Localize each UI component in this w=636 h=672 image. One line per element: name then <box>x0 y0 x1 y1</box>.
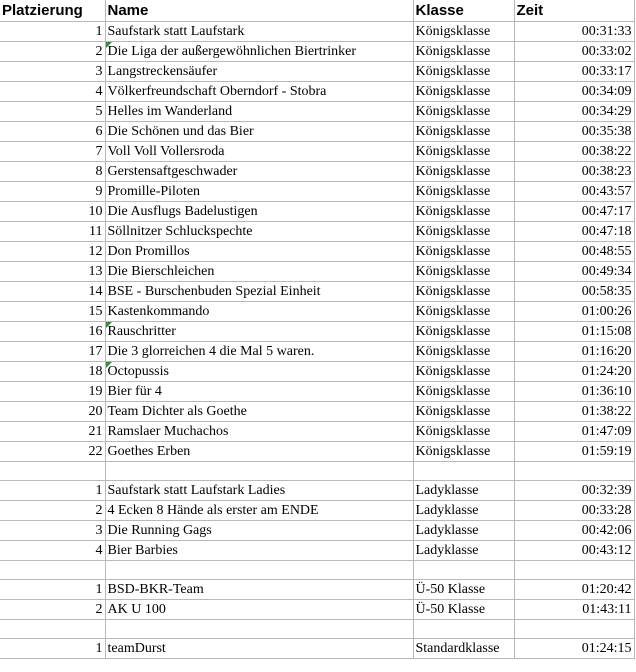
table-row <box>0 202 634 222</box>
place-cell[interactable]: 4 <box>0 541 105 561</box>
zeit-cell[interactable]: 00:58:35 <box>514 282 634 302</box>
name-cell[interactable]: Die Running Gags <box>105 521 413 541</box>
klasse-cell[interactable]: Königsklasse <box>413 122 514 142</box>
table-row <box>0 639 634 659</box>
zeit-cell[interactable]: 00:42:06 <box>514 521 634 541</box>
name-cell[interactable]: Die 3 glorreichen 4 die Mal 5 waren. <box>105 342 413 362</box>
name-cell[interactable]: BSE - Burschenbuden Spezial Einheit <box>105 282 413 302</box>
place-cell[interactable]: 14 <box>0 282 105 302</box>
place-cell[interactable]: 8 <box>0 162 105 182</box>
klasse-cell[interactable]: Königsklasse <box>413 242 514 262</box>
name-cell[interactable]: Die Liga der außergewöhnlichen Biertrinker <box>105 42 413 62</box>
name-cell[interactable]: Die Bierschleichen <box>105 262 413 282</box>
table-row <box>0 382 634 402</box>
table-row <box>0 262 634 282</box>
results-body <box>0 22 634 659</box>
name-cell[interactable]: Helles im Wanderland <box>105 102 413 122</box>
klasse-cell[interactable]: Ladyklasse <box>413 541 514 561</box>
header-place[interactable]: Platzierung <box>0 0 105 22</box>
klasse-cell[interactable]: Ü-50 Klasse <box>413 600 514 620</box>
place-cell[interactable]: 5 <box>0 102 105 122</box>
klasse-cell[interactable]: Königsklasse <box>413 202 514 222</box>
place-cell[interactable]: 3 <box>0 62 105 82</box>
klasse-cell[interactable]: Königsklasse <box>413 82 514 102</box>
place-cell[interactable]: 2 <box>0 42 105 62</box>
place-cell[interactable]: 20 <box>0 402 105 422</box>
klasse-cell[interactable]: Ladyklasse <box>413 501 514 521</box>
klasse-cell[interactable]: Ladyklasse <box>413 481 514 501</box>
table-row <box>0 541 634 561</box>
klasse-cell[interactable]: Königsklasse <box>413 222 514 242</box>
table-row <box>0 322 634 342</box>
empty-row <box>0 462 634 481</box>
zeit-cell[interactable]: 00:33:02 <box>514 42 634 62</box>
table-row <box>0 501 634 521</box>
table-row <box>0 82 634 102</box>
klasse-cell[interactable]: Königsklasse <box>413 402 514 422</box>
place-cell[interactable]: 2 <box>0 501 105 521</box>
zeit-cell[interactable]: 00:43:12 <box>514 541 634 561</box>
zeit-cell[interactable]: 00:32:39 <box>514 481 634 501</box>
place-cell[interactable]: 1 <box>0 22 105 42</box>
klasse-cell[interactable]: Königsklasse <box>413 182 514 202</box>
table-row <box>0 600 634 620</box>
name-cell[interactable]: Voll Voll Vollersroda <box>105 142 413 162</box>
header-name[interactable]: Name <box>105 0 413 22</box>
header-klasse[interactable]: Klasse <box>413 0 514 22</box>
place-cell[interactable]: 15 <box>0 302 105 322</box>
name-cell[interactable]: Kastenkommando <box>105 302 413 322</box>
zeit-cell[interactable]: 01:38:22 <box>514 402 634 422</box>
zeit-cell[interactable]: 00:33:17 <box>514 62 634 82</box>
name-cell[interactable]: Ramslaer Muchachos <box>105 422 413 442</box>
place-cell[interactable]: 7 <box>0 142 105 162</box>
place-cell[interactable] <box>0 561 105 580</box>
klasse-cell[interactable] <box>413 462 514 481</box>
klasse-cell[interactable]: Königsklasse <box>413 422 514 442</box>
klasse-cell[interactable]: Königsklasse <box>413 42 514 62</box>
klasse-cell[interactable] <box>413 561 514 580</box>
klasse-cell[interactable]: Königsklasse <box>413 282 514 302</box>
zeit-cell[interactable] <box>514 620 634 639</box>
name-cell[interactable] <box>105 620 413 639</box>
place-cell[interactable] <box>0 462 105 481</box>
klasse-cell[interactable]: Ü-50 Klasse <box>413 580 514 600</box>
name-cell[interactable]: Saufstark statt Laufstark Ladies <box>105 481 413 501</box>
place-cell[interactable]: 4 <box>0 82 105 102</box>
table-row <box>0 142 634 162</box>
place-cell[interactable]: 18 <box>0 362 105 382</box>
table-row <box>0 42 634 62</box>
zeit-cell[interactable]: 00:33:28 <box>514 501 634 521</box>
klasse-cell[interactable]: Königsklasse <box>413 102 514 122</box>
klasse-cell[interactable]: Standardklasse <box>413 639 514 659</box>
place-cell[interactable]: 1 <box>0 481 105 501</box>
zeit-cell[interactable]: 01:00:26 <box>514 302 634 322</box>
table-row <box>0 402 634 422</box>
table-row <box>0 521 634 541</box>
klasse-cell[interactable]: Königsklasse <box>413 362 514 382</box>
place-cell[interactable]: 13 <box>0 262 105 282</box>
table-row <box>0 481 634 501</box>
klasse-cell[interactable]: Königsklasse <box>413 322 514 342</box>
name-cell[interactable]: Octopussis <box>105 362 413 382</box>
place-cell[interactable]: 1 <box>0 639 105 659</box>
klasse-cell[interactable]: Königsklasse <box>413 342 514 362</box>
table-row <box>0 122 634 142</box>
table-row <box>0 162 634 182</box>
klasse-cell[interactable]: Königsklasse <box>413 302 514 322</box>
zeit-cell[interactable]: 00:48:55 <box>514 242 634 262</box>
name-cell[interactable]: teamDurst <box>105 639 413 659</box>
zeit-cell[interactable] <box>514 462 634 481</box>
klasse-cell[interactable] <box>413 620 514 639</box>
zeit-cell[interactable]: 00:31:33 <box>514 22 634 42</box>
name-cell[interactable]: Rauschritter <box>105 322 413 342</box>
table-row <box>0 302 634 322</box>
name-cell[interactable]: Team Dichter als Goethe <box>105 402 413 422</box>
place-cell[interactable]: 19 <box>0 382 105 402</box>
name-cell[interactable]: BSD-BKR-Team <box>105 580 413 600</box>
klasse-cell[interactable]: Königsklasse <box>413 442 514 462</box>
name-cell[interactable]: Gerstensaftgeschwader <box>105 162 413 182</box>
name-cell[interactable] <box>105 561 413 580</box>
place-cell[interactable]: 1 <box>0 580 105 600</box>
name-cell[interactable]: Don Promillos <box>105 242 413 262</box>
zeit-cell[interactable]: 00:49:34 <box>514 262 634 282</box>
place-cell[interactable]: 16 <box>0 322 105 342</box>
name-cell[interactable]: Saufstark statt Laufstark <box>105 22 413 42</box>
place-cell[interactable]: 17 <box>0 342 105 362</box>
name-cell[interactable]: Promille-Piloten <box>105 182 413 202</box>
name-cell[interactable]: AK U 100 <box>105 600 413 620</box>
empty-row <box>0 561 634 580</box>
place-cell[interactable]: 9 <box>0 182 105 202</box>
zeit-cell[interactable]: 00:38:22 <box>514 142 634 162</box>
name-cell[interactable]: Die Schönen und das Bier <box>105 122 413 142</box>
table-row <box>0 442 634 462</box>
place-cell[interactable]: 22 <box>0 442 105 462</box>
place-cell[interactable]: 2 <box>0 600 105 620</box>
place-cell[interactable]: 3 <box>0 521 105 541</box>
klasse-cell[interactable]: Königsklasse <box>413 382 514 402</box>
zeit-cell[interactable]: 00:47:17 <box>514 202 634 222</box>
name-cell[interactable]: Die Ausflugs Badelustigen <box>105 202 413 222</box>
zeit-cell[interactable]: 00:38:23 <box>514 162 634 182</box>
table-row <box>0 342 634 362</box>
header-zeit[interactable]: Zeit <box>514 0 634 22</box>
table-row <box>0 222 634 242</box>
place-cell[interactable]: 21 <box>0 422 105 442</box>
zeit-cell[interactable]: 01:24:15 <box>514 639 634 659</box>
klasse-cell[interactable]: Königsklasse <box>413 142 514 162</box>
name-cell[interactable]: Völkerfreundschaft Oberndorf - Stobra <box>105 82 413 102</box>
name-cell[interactable] <box>105 462 413 481</box>
zeit-cell[interactable]: 00:34:09 <box>514 82 634 102</box>
name-cell[interactable]: Söllnitzer Schluckspechte <box>105 222 413 242</box>
zeit-cell[interactable]: 01:15:08 <box>514 322 634 342</box>
name-cell[interactable]: 4 Ecken 8 Hände als erster am ENDE <box>105 501 413 521</box>
table-row <box>0 362 634 382</box>
zeit-cell[interactable]: 00:43:57 <box>514 182 634 202</box>
place-cell[interactable] <box>0 620 105 639</box>
zeit-cell[interactable] <box>514 561 634 580</box>
zeit-cell[interactable]: 00:35:38 <box>514 122 634 142</box>
zeit-cell[interactable]: 01:16:20 <box>514 342 634 362</box>
place-cell[interactable]: 6 <box>0 122 105 142</box>
zeit-cell[interactable]: 01:47:09 <box>514 422 634 442</box>
table-row <box>0 422 634 442</box>
zeit-cell[interactable]: 01:20:42 <box>514 580 634 600</box>
klasse-cell[interactable]: Königsklasse <box>413 262 514 282</box>
klasse-cell[interactable]: Königsklasse <box>413 162 514 182</box>
place-cell[interactable]: 11 <box>0 222 105 242</box>
zeit-cell[interactable]: 00:47:18 <box>514 222 634 242</box>
table-row <box>0 282 634 302</box>
empty-row <box>0 620 634 639</box>
name-cell[interactable]: Goethes Erben <box>105 442 413 462</box>
place-cell[interactable]: 12 <box>0 242 105 262</box>
klasse-cell[interactable]: Königsklasse <box>413 22 514 42</box>
place-cell[interactable]: 10 <box>0 202 105 222</box>
klasse-cell[interactable]: Königsklasse <box>413 62 514 82</box>
header-row <box>0 0 634 22</box>
table-row <box>0 62 634 82</box>
zeit-cell[interactable]: 00:34:29 <box>514 102 634 122</box>
table-row <box>0 182 634 202</box>
klasse-cell[interactable]: Ladyklasse <box>413 521 514 541</box>
table-row <box>0 580 634 600</box>
table-row <box>0 102 634 122</box>
table-row <box>0 22 634 42</box>
name-cell[interactable]: Langstreckensäufer <box>105 62 413 82</box>
zeit-cell[interactable]: 01:59:19 <box>514 442 634 462</box>
table-row <box>0 242 634 262</box>
zeit-cell[interactable]: 01:24:20 <box>514 362 634 382</box>
zeit-cell[interactable]: 01:36:10 <box>514 382 634 402</box>
name-cell[interactable]: Bier für 4 <box>105 382 413 402</box>
zeit-cell[interactable]: 01:43:11 <box>514 600 634 620</box>
name-cell[interactable]: Bier Barbies <box>105 541 413 561</box>
